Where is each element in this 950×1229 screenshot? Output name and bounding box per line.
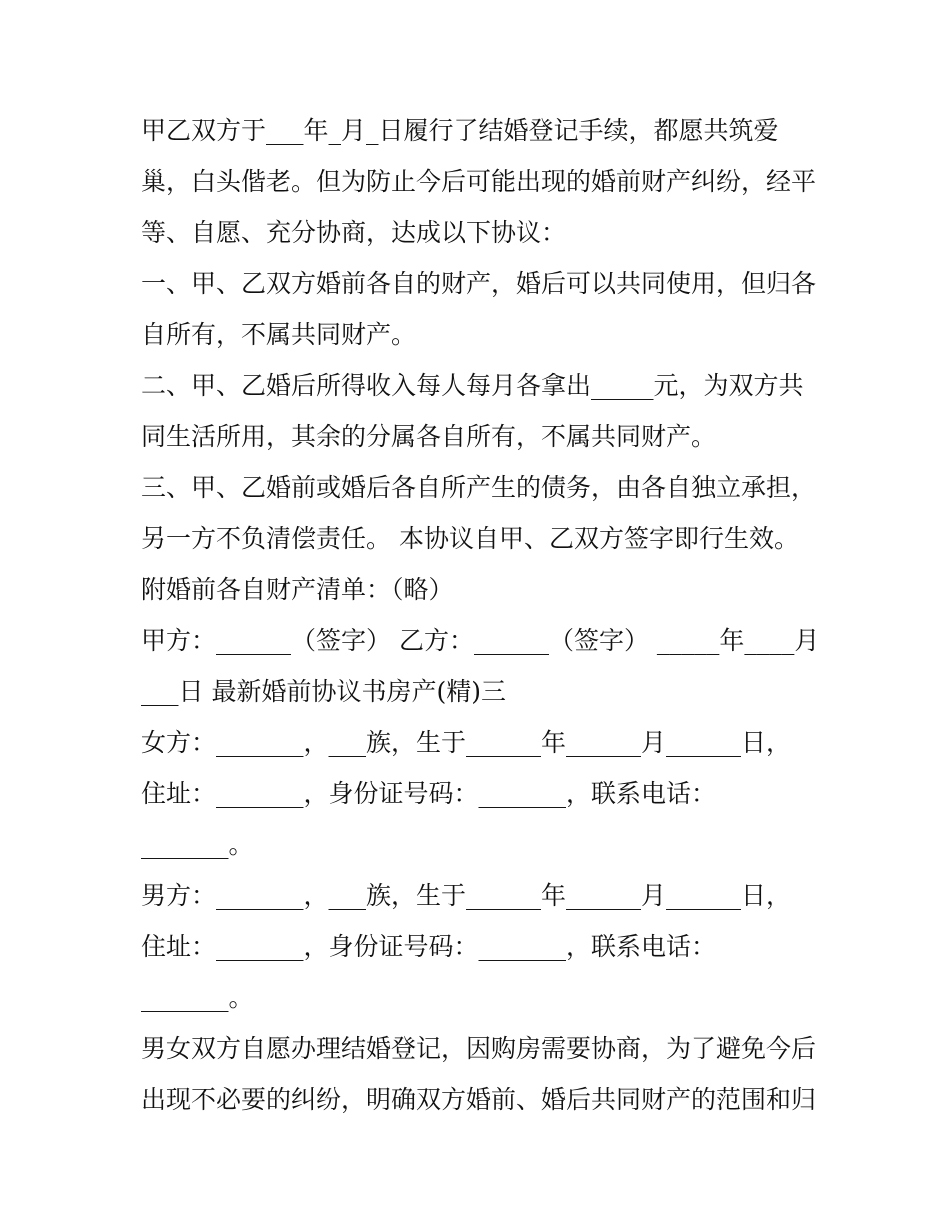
text-line: 女方：_______，___族，生于______年______月______日，	[141, 728, 792, 757]
text-line: 自所有，不属共同财产。	[141, 320, 417, 349]
text-line: 二、甲、乙婚后所得收入每人每月各拿出_____元，为双方共	[141, 371, 804, 400]
text-line: 一、甲、乙双方婚前各自的财产，婚后可以共同使用，但归各	[141, 269, 817, 298]
text-line: 男方：_______，___族，生于______年______月______日，	[141, 881, 792, 910]
text-line: 等、自愿、充分协商，达成以下协议：	[141, 218, 567, 247]
text-line: 巢，白头偕老。但为防止今后可能出现的婚前财产纠纷，经平	[141, 167, 817, 196]
text-line: 甲方：______（签字） 乙方：______（签字） _____年____月	[141, 626, 820, 655]
text-line: _______。	[141, 830, 254, 859]
text-line: 附婚前各自财产清单：（略）	[141, 575, 454, 604]
document-body	[141, 105, 821, 1125]
text-line: 三、甲、乙婚前或婚后各自所产生的债务，由各自独立承担，	[141, 473, 817, 502]
text-line: 住址：_______，身份证号码：_______，联系电话：	[141, 932, 717, 961]
text-line: 同生活所用，其余的分属各自所有，不属共同财产。	[141, 422, 717, 451]
text-line: 出现不必要的纠纷，明确双方婚前、婚后共同财产的范围和归	[141, 1085, 817, 1114]
text-line: 住址：_______，身份证号码：_______，联系电话：	[141, 779, 717, 808]
text-line: ___日 最新婚前协议书房产(精)三	[141, 677, 506, 706]
text-line: _______。	[141, 983, 254, 1012]
text-line: 另一方不负清偿责任。 本协议自甲、乙双方签字即行生效。	[141, 524, 799, 553]
text-line: 男女双方自愿办理结婚登记，因购房需要协商，为了避免今后	[141, 1034, 817, 1063]
text-line: 甲乙双方于___年_月_日履行了结婚登记手续，都愿共筑爱	[141, 116, 779, 145]
